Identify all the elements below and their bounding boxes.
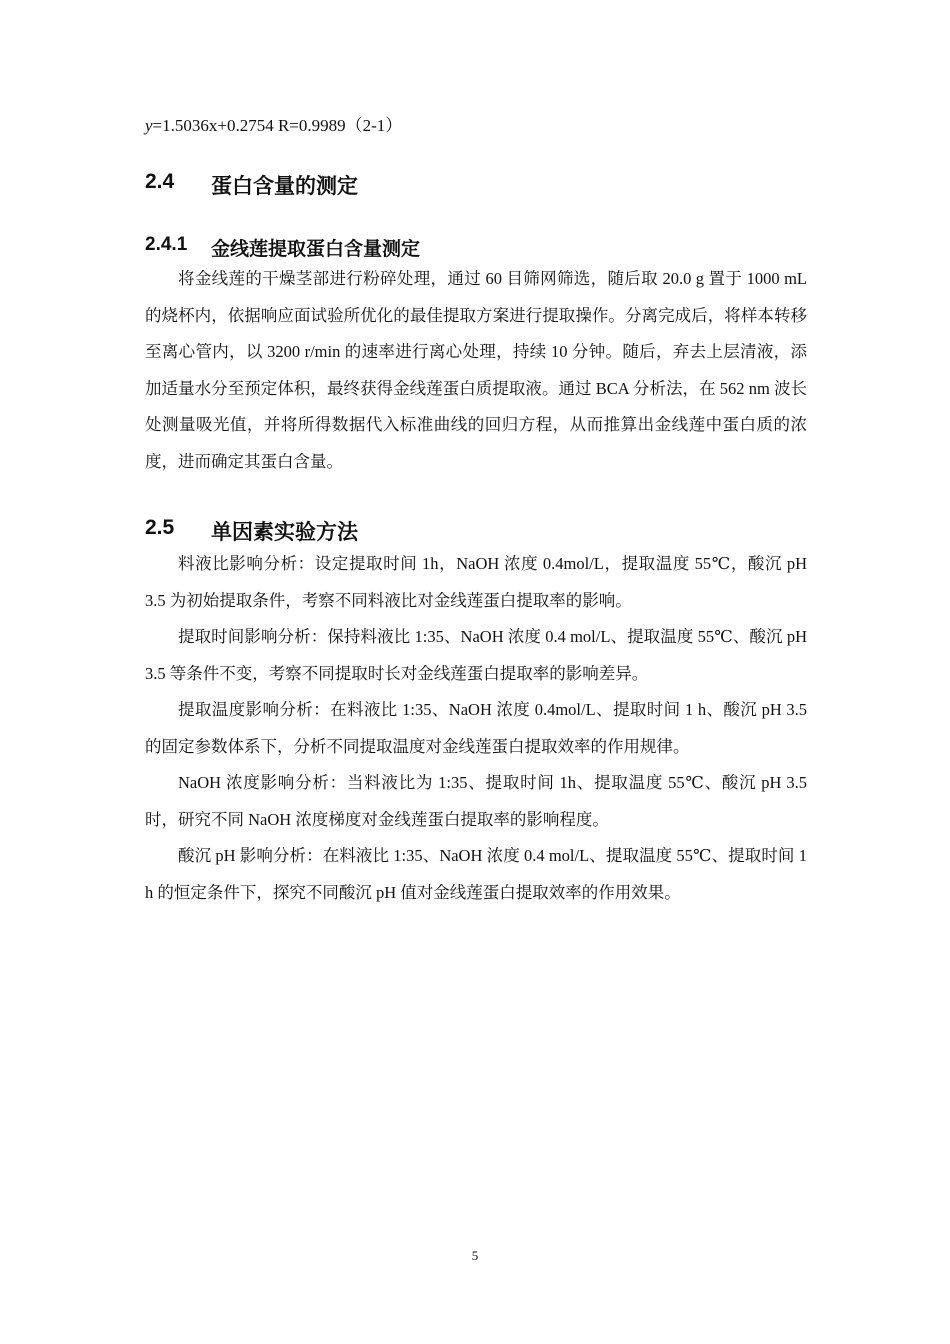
subsection-title: 金线莲提取蛋白含量测定 — [211, 239, 421, 260]
section-number: 2.4 — [145, 170, 175, 193]
subsection-number: 2.4.1 — [145, 234, 188, 255]
paragraph-temperature-analysis: 提取温度影响分析：在料液比 1:35、NaOH 浓度 0.4mol/L、提取时间 1 h、酸沉 pH 3.5 的固定参数体系下，分析不同提取温度对金线莲蛋白提取效率的作用规律。 — [145, 700, 807, 756]
paragraph-ph-analysis: 酸沉 pH 影响分析：在料液比 1:35、NaOH 浓度 0.4 mol/L、提取温度 55℃、提取时间 1 h 的恒定条件下，探究不同酸沉 pH 值对金线莲蛋白提取效率的作用效果。 — [145, 846, 807, 902]
page-number: 5 — [471, 1248, 479, 1263]
paragraph-ratio-analysis: 料液比影响分析：设定提取时间 1h，NaOH 浓度 0.4mol/L，提取温度 55℃，酸沉 pH 3.5 为初始提取条件，考察不同料液比对金线莲蛋白提取率的影响。 — [145, 554, 807, 610]
section-number: 2.5 — [145, 516, 175, 539]
equation-variable: y — [145, 116, 153, 135]
section-title: 蛋白含量的测定 — [211, 175, 358, 198]
page-content — [145, 112, 807, 911]
paragraph-time-analysis: 提取时间影响分析：保持料液比 1:35、NaOH 浓度 0.4 mol/L、提取温度 55℃、酸沉 pH 3.5 等条件不变，考察不同提取时长对金线莲蛋白提取率的影响差异。 — [145, 627, 807, 683]
section-heading-2-5 — [145, 516, 807, 546]
equation-text: =1.5036x+0.2754 R=0.9989（2-1） — [152, 116, 403, 135]
section-title: 单因素实验方法 — [211, 521, 358, 544]
paragraph-naoh-analysis: NaOH 浓度影响分析：当料液比为 1:35、提取时间 1h、提取温度 55℃、酸沉 pH 3.5 时，研究不同 NaOH 浓度梯度对金线莲蛋白提取率的影响程度。 — [145, 773, 807, 829]
paragraph-protein-determination: 将金线莲的干燥茎部进行粉碎处理，通过 60 目筛网筛选，随后取 20.0 g 置于 1000 mL 的烧杯内，依据响应面试验所优化的最佳提取方案进行提取操作。分离完成后，将样本转移至离心管内，以 3200 r/min 的速率进行离心处理，持续 10 分钟。随后，弃去上层清液，添加适量水分至预定体积，最终获得金线莲蛋白质提取液。通过 BCA 分析法，在 562 nm 波长处测量吸光值，并将所得数据代入标准曲线的回归方程，从而推算出金线莲中蛋白质的浓度，进而确定其蛋白含量。 — [145, 269, 807, 471]
subsection-heading-2-4-1 — [145, 234, 807, 261]
regression-equation — [145, 112, 807, 140]
section-heading-2-4 — [145, 170, 807, 200]
